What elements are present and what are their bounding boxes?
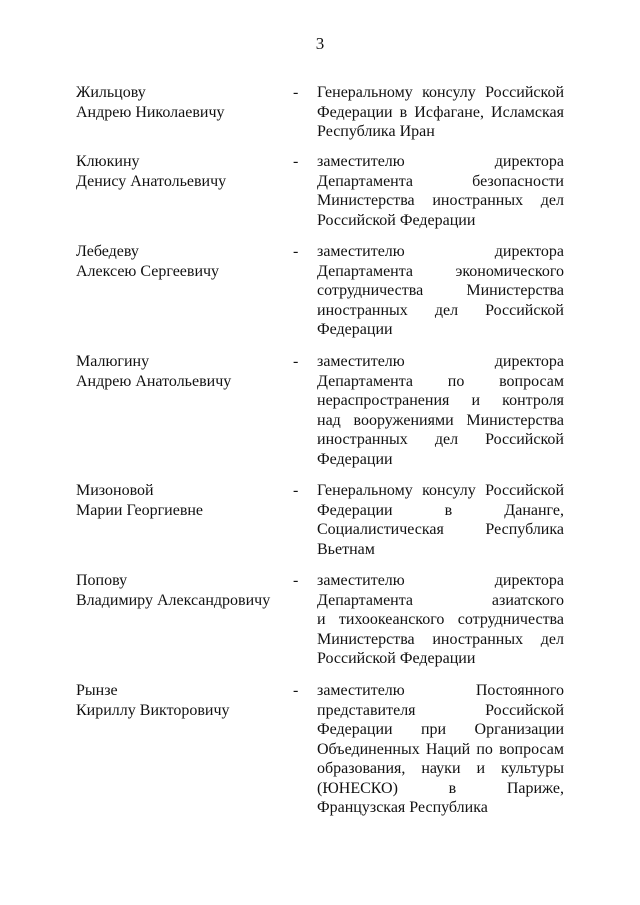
person-name [76, 571, 286, 610]
separator-dash: - [293, 243, 299, 260]
position-line: Республика Иран [317, 123, 435, 140]
position-line: нераспространения и контроля [317, 392, 564, 409]
position-text [317, 481, 564, 559]
given-names: Денису Анатольевичу [76, 172, 227, 190]
position-line: Федерации [317, 450, 393, 468]
position-text [317, 681, 564, 818]
position-line: иностранных дел Российской [317, 301, 564, 319]
person-name [76, 83, 286, 122]
position-line: представителя Российской [317, 701, 564, 719]
surname: Жильцову [76, 84, 146, 101]
person-name [76, 681, 286, 720]
surname: Клюкину [76, 153, 140, 170]
person-name [76, 352, 286, 391]
given-names: Марии Георгиевне [76, 501, 204, 519]
separator-dash: - [293, 572, 299, 589]
position-line: Вьетнам [317, 540, 375, 558]
position-line: образования, науки и культуры [317, 760, 564, 777]
position-line: и тихоокеанского сотрудничества [317, 611, 564, 628]
position-text [317, 242, 564, 340]
surname: Мизоновой [76, 482, 154, 499]
separator-dash: - [293, 84, 299, 101]
separator-dash: - [293, 682, 299, 699]
position-line: заместителю директора [317, 243, 564, 260]
given-names: Алексею Сергеевичу [76, 262, 220, 280]
person-name [76, 242, 286, 281]
position-line: (ЮНЕСКО) в Париже, [317, 779, 564, 797]
position-text [317, 352, 564, 469]
separator-dash: - [293, 482, 299, 499]
surname: Лебедеву [76, 243, 139, 260]
position-line: Социалистическая Республика [317, 521, 564, 538]
position-line: Министерства иностранных дел [317, 192, 564, 209]
given-names: Кириллу Викторовичу [76, 701, 230, 719]
position-line: Генеральному консулу Российской [317, 482, 564, 499]
separator-dash: - [293, 153, 299, 170]
given-names: Владимиру Александровичу [76, 591, 271, 609]
position-line: заместителю директора [317, 353, 564, 370]
given-names: Андрею Николаевичу [76, 103, 225, 121]
position-text [317, 152, 564, 230]
surname: Попову [76, 572, 128, 589]
position-line: Департамента безопасности [317, 172, 564, 190]
position-line: Генеральному консулу Российской [317, 84, 564, 101]
separator-dash: - [293, 353, 299, 370]
person-name [76, 152, 286, 191]
given-names: Андрею Анатольевичу [76, 372, 232, 390]
position-line: Федерации при Организации [317, 721, 564, 738]
surname: Рынзе [76, 682, 118, 699]
position-line: Федерации в Исфагане, Исламская [317, 103, 564, 121]
position-line: Объединенных Наций по вопросам [317, 740, 564, 758]
position-text [317, 571, 564, 669]
position-line: Департамента экономического [317, 262, 564, 280]
position-line: Министерства иностранных дел [317, 630, 564, 648]
position-line: Департамента по вопросам [317, 372, 564, 390]
position-line: Департамента азиатского [317, 591, 564, 609]
position-line: Российской Федерации [317, 650, 476, 667]
position-line: Российской Федерации [317, 211, 476, 229]
position-line: Федерации в Дананге, [317, 501, 564, 519]
person-name [76, 481, 286, 520]
position-line: Французская Республика [317, 799, 488, 816]
page-number: 3 [315, 34, 325, 53]
position-line: заместителю Постоянного [317, 682, 564, 699]
position-line: заместителю директора [317, 153, 564, 170]
position-line: Федерации [317, 321, 393, 338]
position-line: иностранных дел Российской [317, 431, 564, 448]
position-line: сотрудничества Министерства [317, 282, 564, 299]
position-line: заместителю директора [317, 572, 564, 589]
position-text [317, 83, 564, 142]
position-line: над вооружениями Министерства [317, 411, 564, 429]
surname: Малюгину [76, 353, 150, 370]
